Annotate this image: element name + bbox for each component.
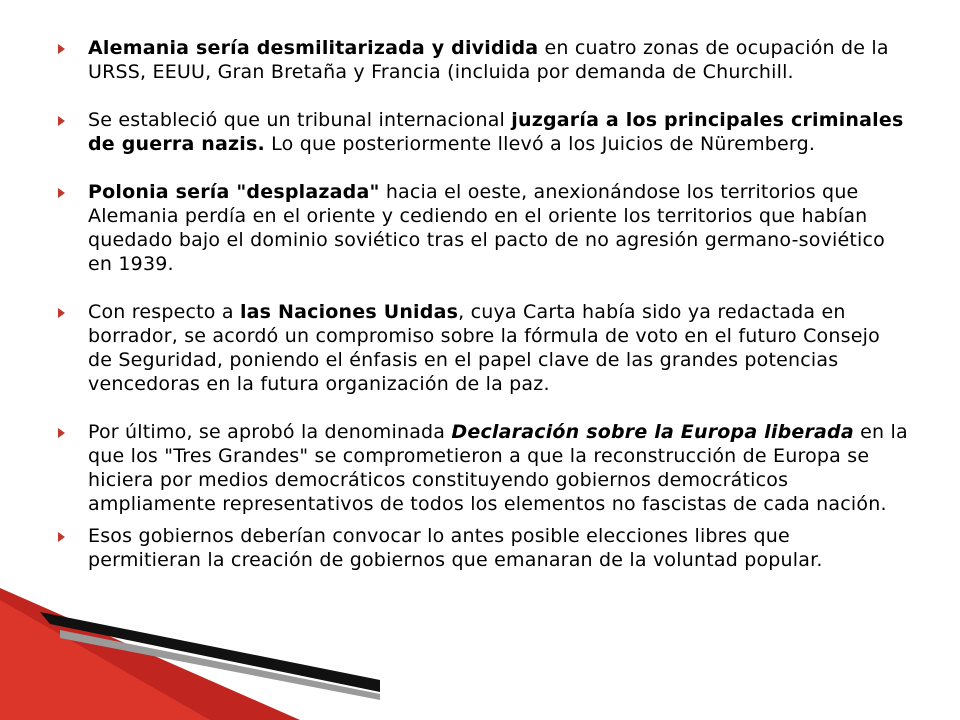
arrow-bullet-icon bbox=[58, 44, 65, 54]
bullet-list bbox=[58, 36, 908, 572]
bold-phrase: las Naciones Unidas bbox=[239, 301, 459, 323]
bullet-item bbox=[58, 36, 908, 84]
text-run: en cuatro zonas de ocupación de la URSS, EEUU, Gran Bretaña y Francia (incluida por demanda de Churchill. bbox=[88, 37, 889, 83]
bullet-item bbox=[58, 524, 908, 572]
bold-phrase: juzgaría a los principales criminales de guerra nazis. bbox=[88, 109, 904, 155]
bullet-item bbox=[58, 108, 908, 156]
arrow-bullet-icon bbox=[58, 188, 65, 198]
text-run: en la que los "Tres Grandes" se comprometieron a que la reconstrucción de Europa se hiciera por medios democráticos constituyendo gobiernos democráticos ampliamente representativos de todos los elementos no fascistas de cada nación. bbox=[88, 421, 908, 515]
text-run: hacia el oeste, anexionándose los territorios que Alemania perdía en el oriente y cediendo en el oriente los territorios que habían quedado bajo el dominio soviético tras el pacto de no agresión germano-soviético en 1939. bbox=[88, 181, 885, 275]
bullet-item bbox=[58, 300, 908, 396]
text-run: Se estableció que un tribunal internacional bbox=[88, 109, 512, 131]
item-text bbox=[88, 525, 823, 571]
text-run: , cuya Carta había sido ya redactada en borrador, se acordó un compromiso sobre la fórmula de voto en el futuro Consejo de Seguridad, poniendo el énfasis en el papel clave de las grandes potencias vencedoras en la futura organización de la paz. bbox=[88, 301, 880, 395]
bullet-item bbox=[58, 180, 908, 276]
text-run: Por último, se aprobó la denominada bbox=[88, 421, 452, 443]
arrow-bullet-icon bbox=[58, 428, 65, 438]
item-text bbox=[88, 109, 903, 155]
arrow-bullet-icon bbox=[58, 308, 65, 318]
text-run: Esos gobiernos deberían convocar lo antes posible elecciones libres que permitieran la creación de gobiernos que emanaran de la voluntad popular. bbox=[88, 525, 823, 571]
arrow-bullet-icon bbox=[58, 532, 65, 542]
item-text bbox=[88, 301, 880, 395]
text-run: Lo que posteriormente llevó a los Juicios de Nüremberg. bbox=[264, 133, 816, 155]
item-text bbox=[88, 421, 908, 515]
bullet-item bbox=[58, 420, 908, 516]
arrow-bullet-icon bbox=[58, 116, 65, 126]
text-run: Con respecto a bbox=[88, 301, 240, 323]
item-text bbox=[88, 181, 885, 275]
item-text bbox=[88, 37, 889, 83]
bold-phrase: Alemania sería desmilitarizada y dividida bbox=[88, 37, 539, 59]
italic-phrase: Declaración sobre la Europa liberada bbox=[451, 421, 854, 443]
bold-phrase: Polonia sería "desplazada" bbox=[88, 181, 380, 203]
